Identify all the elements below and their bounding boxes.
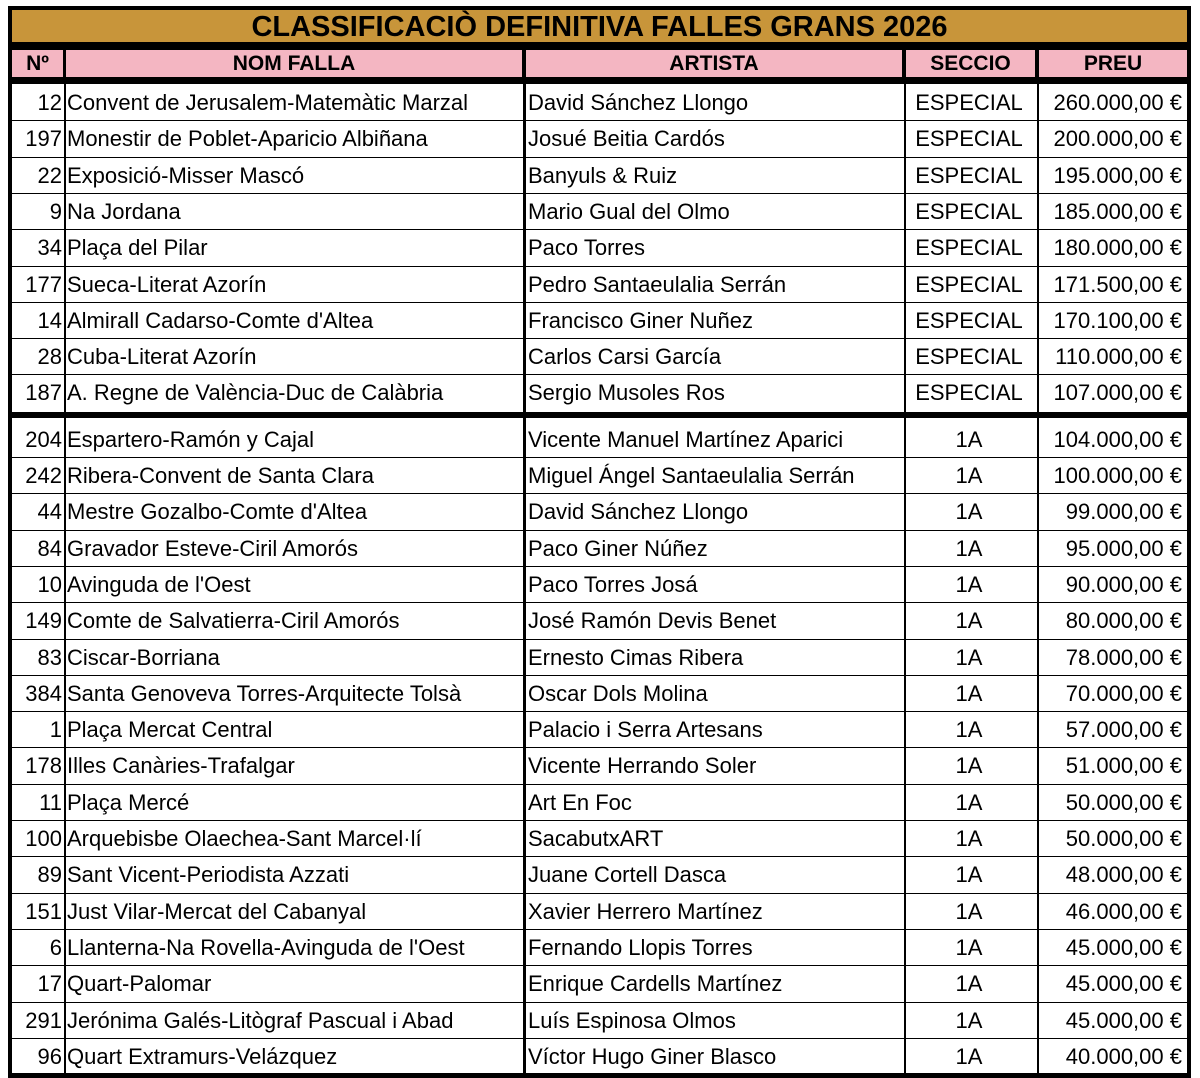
cell-price: 171.500,00 € (1053, 271, 1182, 297)
table-row (8, 929, 1191, 965)
cell-artist: Víctor Hugo Giner Blasco (528, 1043, 777, 1069)
cell-name: Mestre Gozalbo-Comte d'Altea (67, 499, 368, 525)
cell-num: 11 (39, 789, 62, 815)
cell-section: 1A (955, 571, 983, 597)
cell-artist: Juane Cortell Dasca (528, 862, 727, 888)
cell-name: Avinguda de l'Oest (67, 571, 251, 597)
table-row (8, 493, 1191, 529)
cell-price: 40.000,00 € (1065, 1043, 1182, 1069)
cell-num: 242 (25, 463, 62, 488)
cell-name: Quart Extramurs-Velázquez (67, 1043, 338, 1069)
cell-artist: David Sánchez Llongo (528, 499, 749, 525)
table-row (8, 302, 1191, 338)
cell-num: 9 (49, 198, 62, 224)
cell-artist: Xavier Herrero Martínez (528, 898, 763, 924)
cell-name: Almirall Cadarso-Comte d'Altea (67, 307, 374, 333)
cell-section: ESPECIAL (915, 307, 1023, 333)
table-row (8, 229, 1191, 265)
cell-section: ESPECIAL (915, 271, 1023, 297)
cell-num: 89 (37, 862, 62, 888)
cell-price: 45.000,00 € (1065, 1007, 1182, 1033)
cell-num: 83 (37, 644, 62, 670)
cell-section: 1A (955, 535, 983, 561)
cell-section: ESPECIAL (915, 198, 1023, 224)
cell-artist: Ernesto Cimas Ribera (528, 644, 744, 670)
cell-num: 10 (37, 571, 62, 597)
cell-name: Convent de Jerusalem-Matemàtic Marzal (67, 90, 469, 115)
table-row (8, 1002, 1191, 1038)
cell-name: Na Jordana (67, 198, 181, 224)
cell-num: 100 (25, 826, 62, 851)
cell-name: Just Vilar-Mercat del Cabanyal (67, 898, 367, 924)
cell-name: Sant Vicent-Periodista Azzati (67, 862, 350, 888)
cell-artist: Luís Espinosa Olmos (528, 1007, 736, 1033)
cell-artist: José Ramón Devis Benet (528, 608, 777, 634)
cell-price: 107.000,00 € (1053, 380, 1182, 406)
cell-artist: Palacio i Serra Artesans (528, 717, 763, 743)
header-artist: ARTISTA (526, 50, 902, 77)
cell-num: 177 (25, 271, 62, 297)
table-row (8, 530, 1191, 566)
cell-artist: Fernando Llopis Torres (528, 934, 753, 960)
cell-price: 110.000,00 € (1055, 344, 1182, 370)
cell-section: 1A (955, 826, 983, 851)
cell-name: A. Regne de València-Duc de Calàbria (67, 380, 444, 406)
cell-artist: Pedro Santaeulalia Serrán (528, 271, 787, 297)
cell-artist: Banyuls & Ruiz (528, 162, 678, 188)
cell-name: Jerónima Galés-Litògraf Pascual i Abad (67, 1007, 454, 1033)
cell-price: 45.000,00 € (1065, 971, 1182, 997)
classification-sheet (8, 6, 1191, 1072)
header-name: NOM FALLA (66, 50, 522, 77)
table-row (8, 820, 1191, 856)
cell-num: 17 (37, 971, 62, 997)
column-divider (1037, 84, 1039, 1076)
column-divider (1187, 84, 1191, 1076)
cell-price: 70.000,00 € (1065, 680, 1182, 706)
table-row (8, 266, 1191, 302)
cell-artist: Oscar Dols Molina (528, 680, 708, 706)
header-price: PREU (1039, 50, 1187, 77)
table-row (8, 157, 1191, 193)
cell-section: 1A (955, 862, 983, 888)
cell-num: 204 (25, 426, 62, 452)
cell-artist: Art En Foc (528, 789, 632, 815)
cell-num: 22 (37, 162, 62, 188)
cell-artist: Francisco Giner Nuñez (528, 307, 753, 333)
cell-num: 34 (37, 235, 62, 261)
cell-price: 170.100,00 € (1053, 307, 1182, 333)
cell-name: Llanterna-Na Rovella-Avinguda de l'Oest (67, 934, 465, 960)
cell-artist: Paco Giner Núñez (528, 535, 708, 561)
cell-price: 90.000,00 € (1065, 571, 1182, 597)
cell-section: 1A (955, 1043, 983, 1069)
cell-name: Illes Canàries-Trafalgar (67, 753, 295, 779)
table-row (8, 747, 1191, 783)
cell-artist: Enrique Cardells Martínez (528, 971, 783, 997)
cell-name: Espartero-Ramón y Cajal (67, 426, 314, 452)
cell-section: 1A (955, 971, 983, 997)
section-separator (8, 412, 1191, 418)
cell-artist: Vicente Herrando Soler (528, 753, 757, 779)
cell-name: Plaça del Pilar (67, 235, 208, 261)
cell-name: Monestir de Poblet-Aparicio Albiñana (67, 126, 428, 152)
cell-num: 84 (37, 535, 62, 561)
cell-name: Ciscar-Borriana (67, 644, 220, 670)
table-row (8, 1038, 1191, 1074)
cell-num: 291 (25, 1007, 62, 1033)
cell-section: 1A (955, 499, 983, 525)
cell-name: Exposició-Misser Mascó (67, 162, 305, 188)
cell-price: 195.000,00 € (1053, 162, 1182, 188)
table-row (8, 566, 1191, 602)
cell-section: ESPECIAL (915, 162, 1023, 188)
cell-artist: SacabutxART (528, 826, 664, 851)
cell-num: 12 (37, 90, 62, 115)
cell-artist: Vicente Manuel Martínez Aparici (528, 426, 844, 452)
cell-artist: Paco Torres Josá (528, 571, 698, 597)
table-row (8, 120, 1191, 156)
cell-price: 104.000,00 € (1053, 426, 1182, 452)
cell-name: Ribera-Convent de Santa Clara (67, 463, 374, 488)
cell-section: 1A (955, 463, 983, 488)
cell-price: 200.000,00 € (1053, 126, 1182, 152)
cell-section: ESPECIAL (915, 235, 1023, 261)
cell-num: 28 (37, 344, 62, 370)
cell-artist: David Sánchez Llongo (528, 90, 749, 115)
cell-name: Santa Genoveva Torres-Arquitecte Tolsà (67, 680, 462, 706)
cell-num: 44 (37, 499, 62, 525)
header-num: Nº (12, 50, 63, 77)
table-row (8, 193, 1191, 229)
table-row (8, 965, 1191, 1001)
cell-artist: Mario Gual del Olmo (528, 198, 730, 224)
cell-num: 1 (49, 717, 62, 743)
cell-section: 1A (955, 680, 983, 706)
cell-section: 1A (955, 426, 983, 452)
cell-section: 1A (955, 608, 983, 634)
cell-num: 96 (37, 1043, 62, 1069)
cell-price: 100.000,00 € (1053, 463, 1182, 488)
cell-section: ESPECIAL (915, 90, 1023, 115)
cell-price: 50.000,00 € (1065, 826, 1182, 851)
cell-num: 6 (49, 934, 62, 960)
cell-section: ESPECIAL (915, 126, 1023, 152)
cell-artist: Paco Torres (528, 235, 645, 261)
column-divider (523, 84, 526, 1076)
cell-name: Cuba-Literat Azorín (67, 344, 257, 370)
cell-price: 78.000,00 € (1065, 644, 1182, 670)
table-row (8, 711, 1191, 747)
cell-section: 1A (955, 1007, 983, 1033)
cell-price: 50.000,00 € (1065, 789, 1182, 815)
cell-num: 14 (37, 307, 62, 333)
table-row (8, 338, 1191, 374)
table-row (8, 84, 1191, 120)
page-title: CLASSIFICACIÒ DEFINITIVA FALLES GRANS 2026 (8, 6, 1191, 46)
cell-price: 180.000,00 € (1053, 235, 1182, 261)
cell-num: 151 (25, 898, 62, 924)
cell-name: Plaça Mercé (67, 789, 190, 815)
cell-name: Comte de Salvatierra-Ciril Amorós (67, 608, 400, 634)
table-row (8, 784, 1191, 820)
cell-price: 80.000,00 € (1065, 608, 1182, 634)
cell-num: 187 (25, 380, 62, 406)
cell-section: 1A (955, 898, 983, 924)
cell-price: 99.000,00 € (1065, 499, 1182, 525)
cell-name: Quart-Palomar (67, 971, 212, 997)
table-row (8, 675, 1191, 711)
cell-section: 1A (955, 789, 983, 815)
cell-name: Plaça Mercat Central (67, 717, 273, 743)
cell-name: Arquebisbe Olaechea-Sant Marcel·lí (67, 826, 422, 851)
cell-section: 1A (955, 934, 983, 960)
cell-name: Sueca-Literat Azorín (67, 271, 267, 297)
cell-section: 1A (955, 753, 983, 779)
column-divider (904, 84, 906, 1076)
cell-artist: Carlos Carsi García (528, 344, 722, 370)
cell-price: 57.000,00 € (1065, 717, 1182, 743)
cell-num: 149 (25, 608, 62, 634)
cell-name: Gravador Esteve-Ciril Amorós (67, 535, 358, 561)
table-row (8, 457, 1191, 493)
cell-price: 46.000,00 € (1065, 898, 1182, 924)
cell-artist: Josué Beitia Cardós (528, 126, 725, 152)
table-row (8, 639, 1191, 675)
cell-price: 95.000,00 € (1065, 535, 1182, 561)
table-row (8, 421, 1191, 457)
table-row (8, 374, 1191, 410)
column-divider (64, 84, 66, 1076)
cell-price: 51.000,00 € (1065, 753, 1182, 779)
cell-artist: Sergio Musoles Ros (528, 380, 725, 406)
cell-price: 185.000,00 € (1053, 198, 1182, 224)
cell-price: 260.000,00 € (1053, 90, 1182, 115)
cell-section: ESPECIAL (915, 380, 1023, 406)
cell-artist: Miguel Ángel Santaeulalia Serrán (528, 463, 855, 488)
cell-num: 384 (25, 680, 62, 706)
header-section: SECCIO (906, 50, 1035, 77)
cell-price: 45.000,00 € (1065, 934, 1182, 960)
cell-section: 1A (955, 644, 983, 670)
cell-price: 48.000,00 € (1065, 862, 1182, 888)
cell-section: ESPECIAL (915, 344, 1023, 370)
column-divider (8, 84, 12, 1076)
cell-num: 197 (25, 126, 62, 152)
table-row (8, 856, 1191, 892)
table-row (8, 893, 1191, 929)
cell-section: 1A (955, 717, 983, 743)
cell-num: 178 (25, 753, 62, 779)
table-row (8, 602, 1191, 638)
